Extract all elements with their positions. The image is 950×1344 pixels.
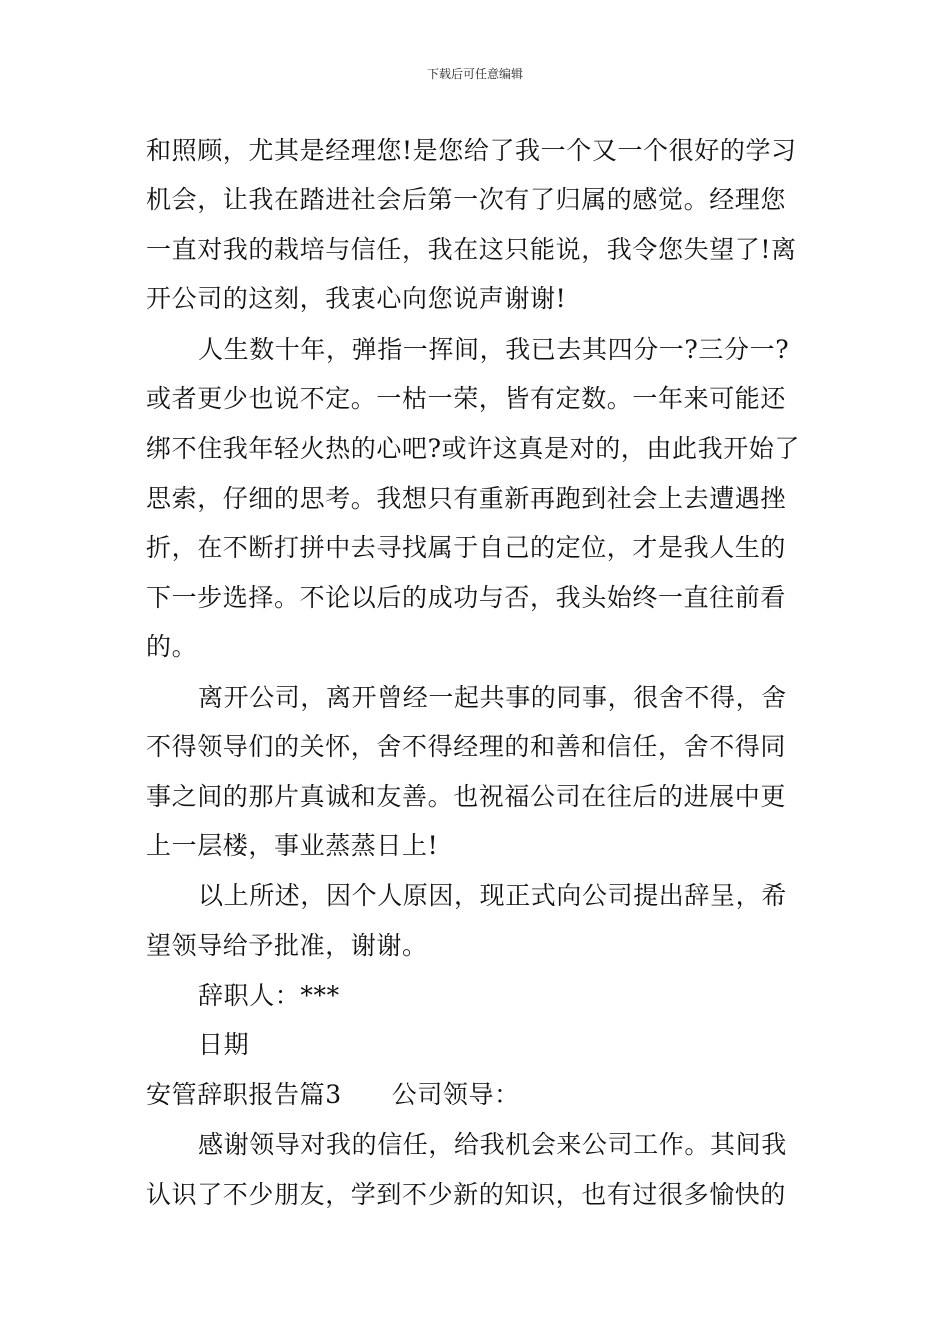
salutation: 公司领导： <box>391 1080 520 1109</box>
text-line: 感谢领导对我的信任，给我机会来公司工作。其间我 <box>198 1130 787 1159</box>
text-line: 以上所述，因个人原因，现正式向公司提出辞呈，希 <box>198 881 787 910</box>
text-line: 人生数十年，弹指一挥间，我已去其四分一?三分一? <box>198 335 790 364</box>
text-line: 折，在不断打拼中去寻找属于自己的定位，才是我人生的 <box>146 533 787 562</box>
text-line: 或者更少也说不定。一枯一荣，皆有定数。一年来可能还 <box>146 384 787 413</box>
text-line: 望领导给予批准，谢谢。 <box>146 931 428 960</box>
page-header: 下载后可任意编辑 <box>426 67 523 81</box>
text-line: 和照顾，尤其是经理您!是您给了我一个又一个很好的学习 <box>146 136 797 165</box>
text-line: 一直对我的栽培与信任，我在这只能说，我令您失望了!离 <box>146 235 797 264</box>
signature-line: 辞职人：*** <box>198 981 340 1010</box>
text-line: 下一步选择。不论以后的成功与否，我头始终一直往前看 <box>146 583 787 612</box>
text-line: 上一层楼，事业蒸蒸日上! <box>146 831 439 860</box>
text-line: 开公司的这刻，我衷心向您说声谢谢! <box>146 284 567 313</box>
text-line: 不得领导们的关怀，舍不得经理的和善和信任，舍不得同 <box>146 732 787 761</box>
date-line: 日期 <box>198 1030 250 1059</box>
text-line: 的。 <box>146 632 198 661</box>
section-heading-line <box>146 1080 816 1110</box>
text-line: 事之间的那片真诚和友善。也祝福公司在往后的进展中更 <box>146 782 787 811</box>
section-title: 安管辞职报告篇3 <box>146 1080 342 1109</box>
text-line: 认识了不少朋友，学到不少新的知识，也有过很多愉快的 <box>146 1180 787 1209</box>
text-line: 绑不住我年轻火热的心吧?或许这真是对的，由此我开始了 <box>146 434 801 463</box>
text-line: 机会，让我在踏进社会后第一次有了归属的感觉。经理您 <box>146 185 787 214</box>
text-line: 离开公司，离开曾经一起共事的同事，很舍不得，舍 <box>198 683 787 712</box>
text-line: 思索，仔细的思考。我想只有重新再跑到社会上去遭遇挫 <box>146 484 787 513</box>
